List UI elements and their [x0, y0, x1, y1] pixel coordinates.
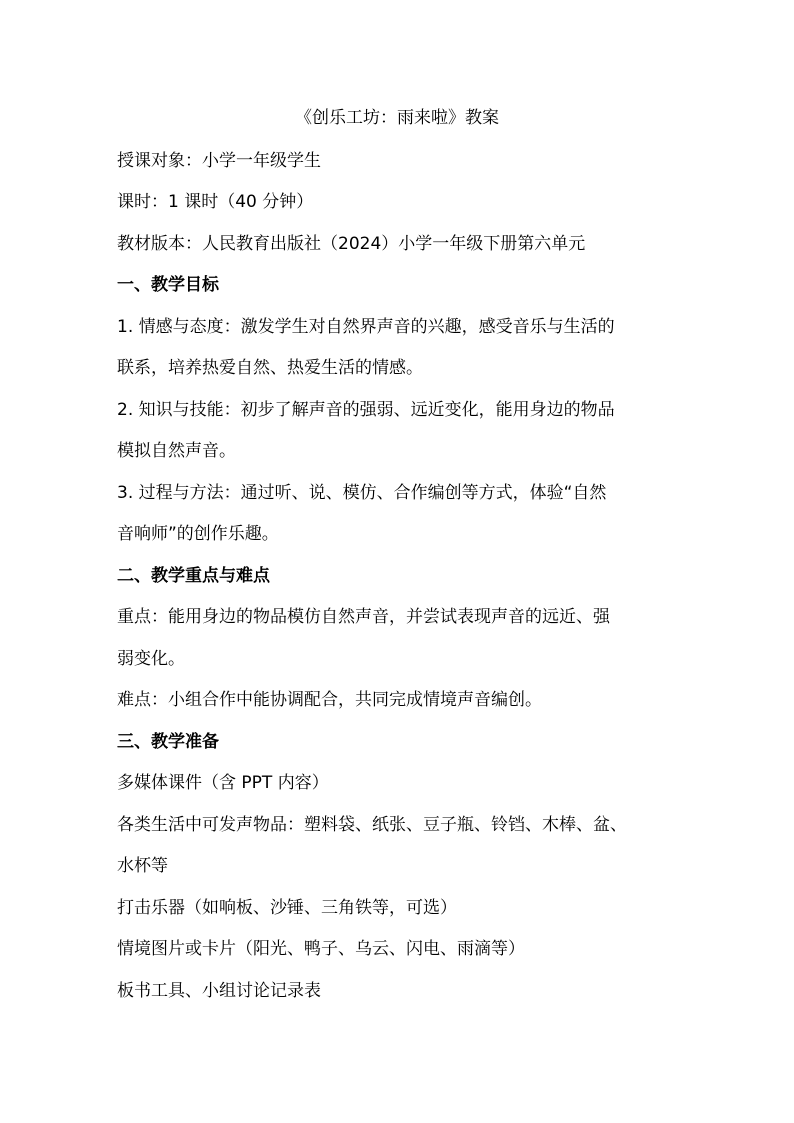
prep-item-5: 板书工具、小组讨论记录表 [117, 981, 321, 1001]
meta-duration: 课时：1 课时（40 分钟） [117, 192, 314, 212]
prep-item-4: 情境图片或卡片（阳光、鸭子、乌云、闪电、雨滴等） [117, 939, 525, 959]
key-point-line-2: 弱变化。 [117, 649, 185, 669]
document-title: 《创乐工坊：雨来啦》教案 [295, 108, 499, 128]
goal-1-line-1: 1. 情感与态度：激发学生对自然界声音的兴趣，感受音乐与生活的 [117, 317, 615, 337]
key-point-line-1: 重点：能用身边的物品模仿自然声音，并尝试表现声音的远近、强 [117, 607, 610, 627]
prep-item-3: 打击乐器（如响板、沙锤、三角铁等，可选） [117, 898, 457, 918]
meta-audience: 授课对象：小学一年级学生 [117, 151, 321, 171]
difficulty-point: 难点：小组合作中能协调配合，共同完成情境声音编创。 [117, 690, 542, 710]
prep-item-2-line-1: 各类生活中可发声物品：塑料袋、纸张、豆子瓶、铃铛、木棒、盆、 [117, 815, 627, 835]
prep-item-2-line-2: 水杯等 [117, 856, 168, 876]
section-heading-preparation: 三、教学准备 [117, 732, 219, 752]
goal-1-line-2: 联系，培养热爱自然、热爱生活的情感。 [117, 358, 423, 378]
section-heading-key-points: 二、教学重点与难点 [117, 566, 270, 586]
meta-textbook: 教材版本：人民教育出版社（2024）小学一年级下册第六单元 [117, 234, 586, 254]
section-heading-goals: 一、教学目标 [117, 275, 219, 295]
goal-2-line-1: 2. 知识与技能：初步了解声音的强弱、远近变化，能用身边的物品 [117, 400, 615, 420]
goal-3-line-1: 3. 过程与方法：通过听、说、模仿、合作编创等方式，体验“自然 [117, 483, 607, 503]
prep-item-1: 多媒体课件（含 PPT 内容） [117, 773, 329, 793]
goal-3-line-2: 音响师”的创作乐趣。 [117, 524, 279, 544]
goal-2-line-2: 模拟自然声音。 [117, 441, 236, 461]
